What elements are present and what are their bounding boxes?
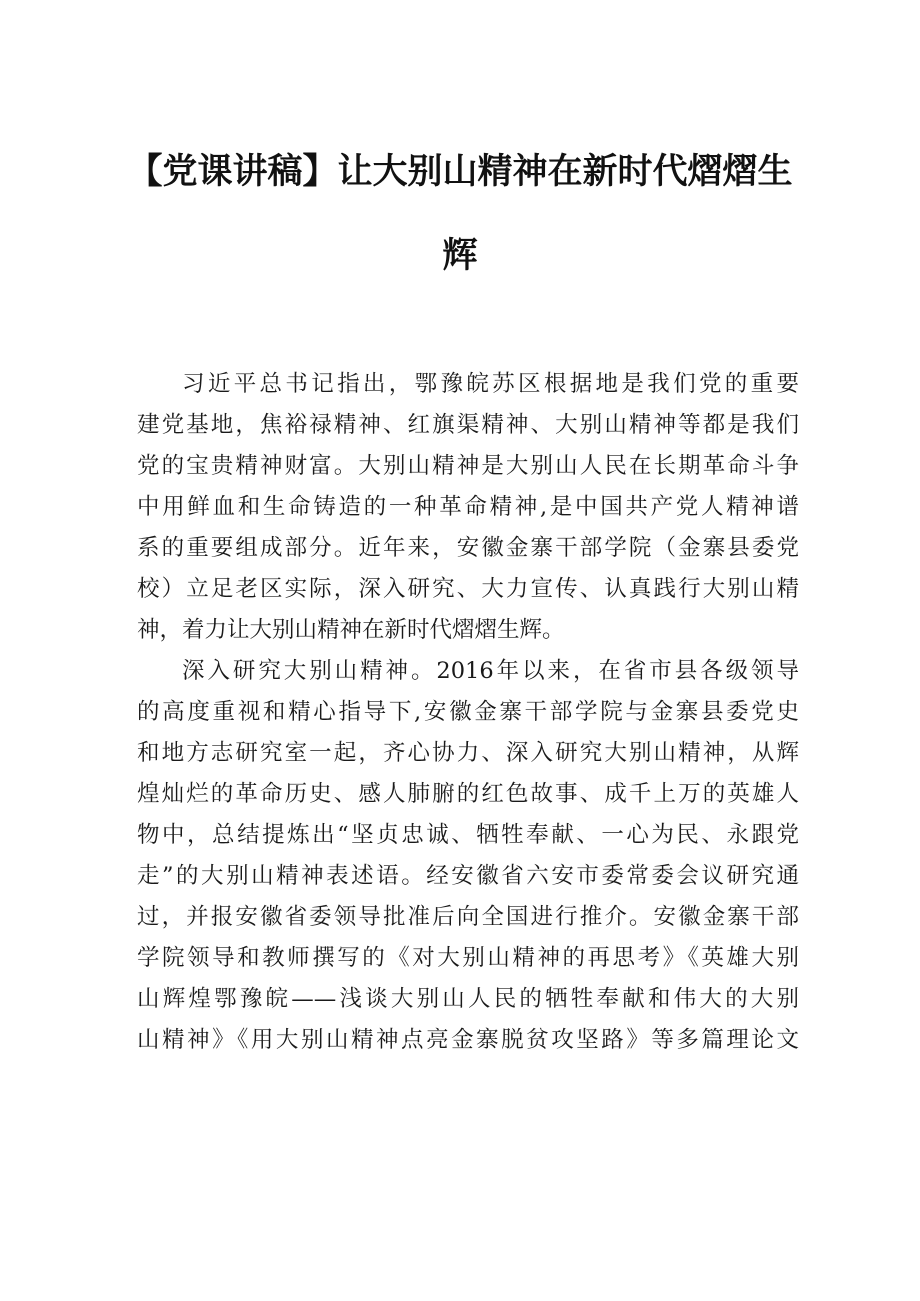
paragraph-line: 过，并报安徽省委领导批准后向全国进行推介。安徽金寨干部: [137, 904, 799, 930]
title-line-1: 【党课讲稿】让大别山精神在新时代熠熠生: [127, 152, 793, 192]
paragraph-line: 习近平总书记指出，鄂豫皖苏区根据地是我们党的重要: [182, 371, 799, 397]
paragraph-2: [137, 651, 799, 1061]
document-title: [0, 148, 920, 280]
paragraph-line: 神，着力让大别山精神在新时代熠熠生辉。: [137, 617, 565, 643]
paragraph-line: 党的宝贵精神财富。大别山精神是大别山人民在长期革命斗争: [137, 453, 799, 479]
paragraph-line: 中用鲜血和生命铸造的一种革命精神,是中国共产党人精神谱: [137, 494, 799, 520]
paragraph-line: 系的重要组成部分。近年来，安徽金寨干部学院（金寨县委党: [137, 535, 799, 561]
paragraph-line: 的高度重视和精心指导下,安徽金寨干部学院与金寨县委党史: [137, 699, 799, 725]
paragraph-line: 和地方志研究室一起，齐心协力、深入研究大别山精神，从辉: [137, 740, 799, 766]
paragraph-line: 走”的大别山精神表述语。经安徽省六安市委常委会议研究通: [137, 863, 799, 889]
paragraph-1: [137, 364, 799, 651]
paragraph-line: 深入研究大别山精神。2016年以来，在省市县各级领导: [182, 658, 799, 684]
paragraph-line: 煌灿烂的革命历史、感人肺腑的红色故事、成千上万的英雄人: [137, 781, 799, 807]
paragraph-line: 学院领导和教师撰写的《对大别山精神的再思考》《英雄大别: [137, 945, 799, 971]
paragraph-line: 建党基地，焦裕禄精神、红旗渠精神、大别山精神等都是我们: [137, 412, 799, 438]
document-body: [137, 364, 799, 1061]
paragraph-line: 物中，总结提炼出“坚贞忠诚、牺牲奉献、一心为民、永跟党: [137, 822, 799, 848]
paragraph-line: 山辉煌鄂豫皖——浅谈大别山人民的牺牲奉献和伟大的大别: [137, 986, 799, 1012]
paragraph-line: 校）立足老区实际，深入研究、大力宣传、认真践行大别山精: [137, 576, 799, 602]
paragraph-line: 山精神》《用大别山精神点亮金寨脱贫攻坚路》等多篇理论文: [137, 1027, 799, 1053]
title-line-2: 辉: [442, 236, 478, 276]
